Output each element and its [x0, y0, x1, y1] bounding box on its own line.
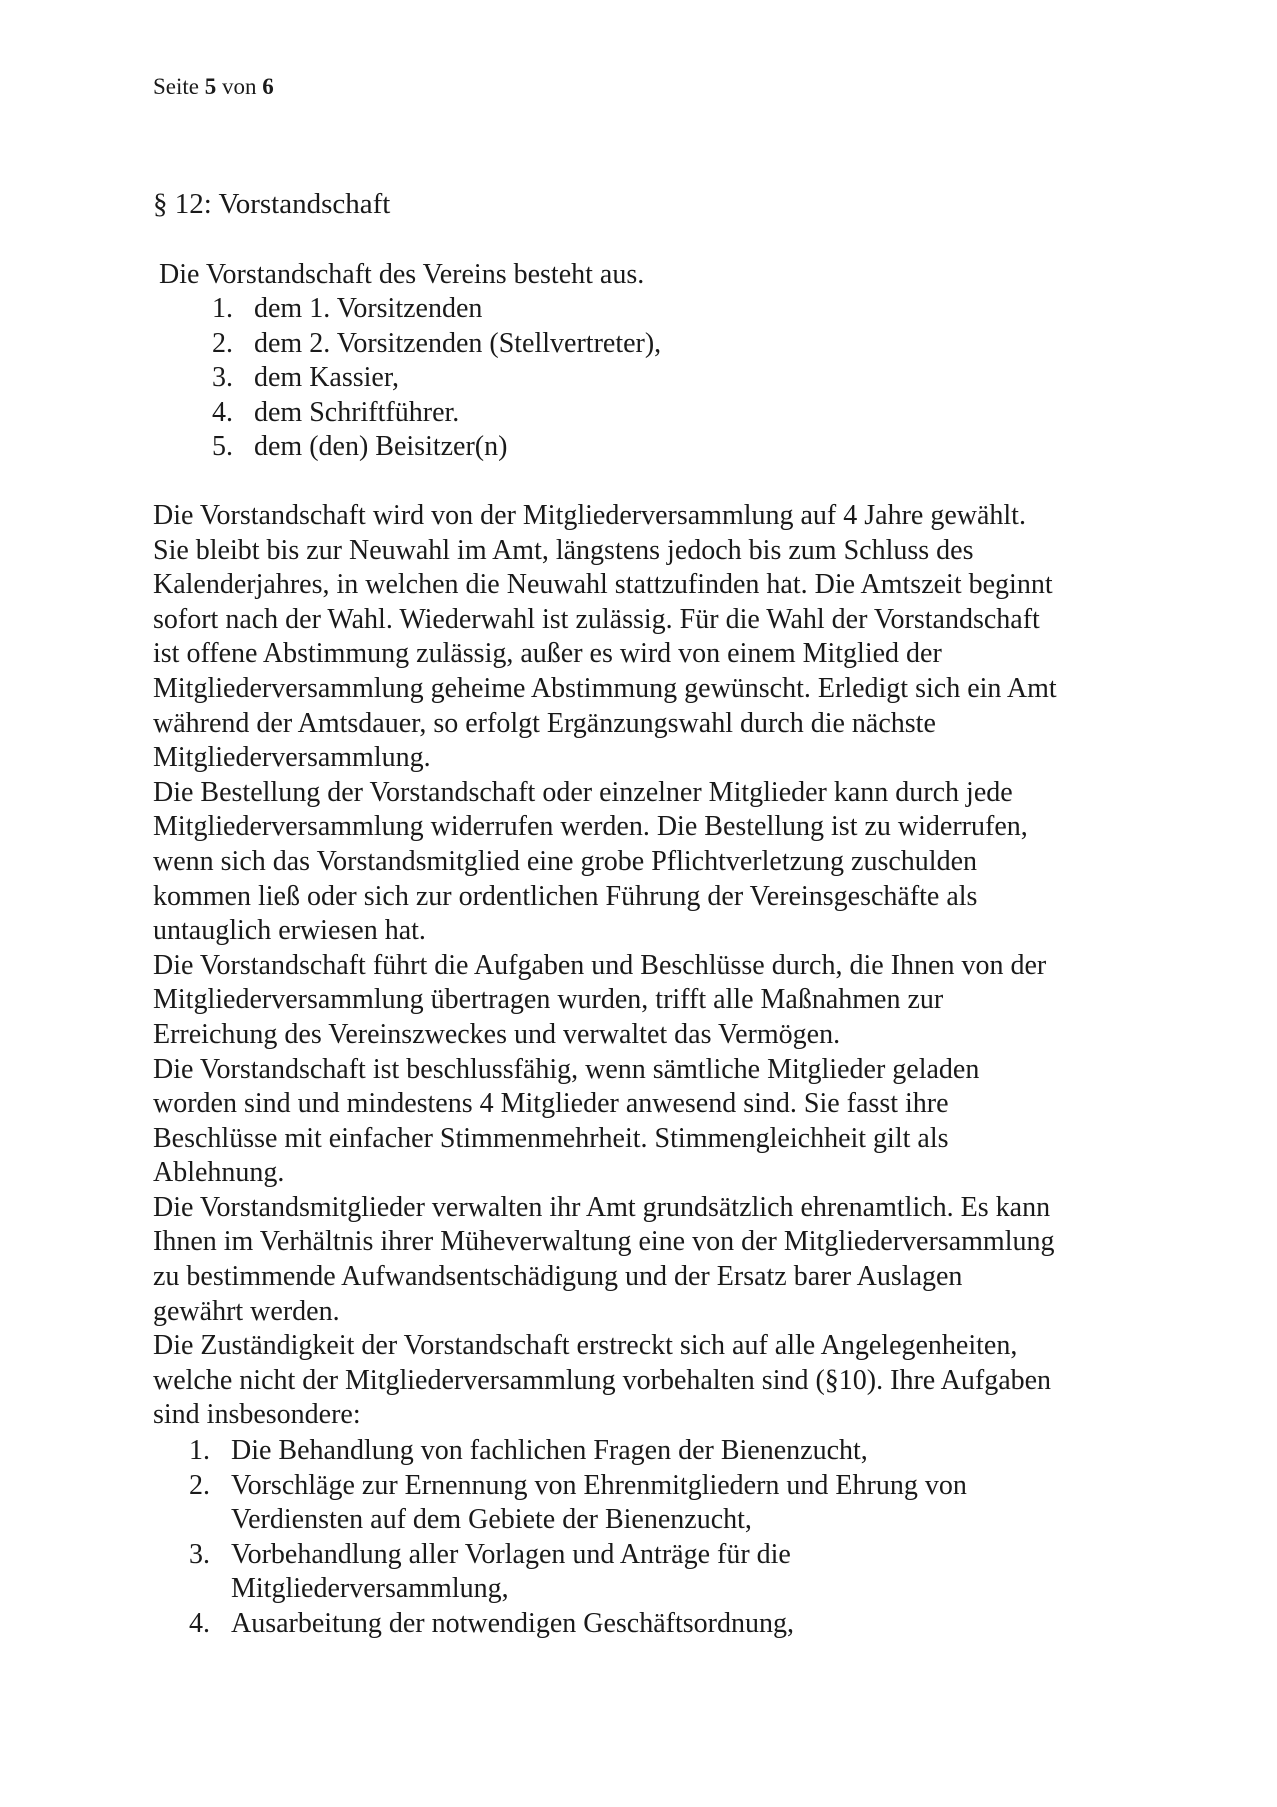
text-line: sofort nach der Wahl. Wiederwahl ist zulässig. Für die Wahl der Vorstandschaft: [153, 603, 1040, 635]
text-line: Sie bleibt bis zur Neuwahl im Amt, längstens jedoch bis zum Schluss des: [153, 534, 974, 566]
text-line: Beschlüsse mit einfacher Stimmenmehrheit. Stimmengleichheit gilt als: [153, 1122, 949, 1154]
page-number-header: [153, 72, 274, 102]
body-text: [153, 499, 1153, 1433]
text-line: Die Vorstandsmitglieder verwalten ihr Amt grundsätzlich ehrenamtlich. Es kann: [153, 1191, 1051, 1223]
text-line: sind insbesondere:: [153, 1399, 361, 1431]
text-line: kommen ließ oder sich zur ordentlichen Führung der Vereinsgeschäfte als: [153, 880, 978, 912]
list-number: 1.: [189, 1435, 210, 1466]
tasks-list: [189, 1434, 967, 1642]
text-line: ist offene Abstimmung zulässig, außer es wird von einem Mitglied der: [153, 638, 942, 670]
list-item-text: dem Kassier,: [254, 362, 400, 394]
list-item: [189, 1434, 967, 1469]
list-item-text: dem (den) Beisitzer(n): [254, 431, 508, 463]
text-line: Die Vorstandschaft führt die Aufgaben und Beschlüsse durch, die Ihnen von der: [153, 949, 1047, 981]
page-label-prefix: Seite: [153, 74, 199, 99]
list-item-text: dem 2. Vorsitzenden (Stellvertreter),: [254, 327, 662, 359]
members-list: [212, 292, 661, 465]
list-number: 2.: [189, 1469, 210, 1501]
text-line: untauglich erwiesen hat.: [153, 915, 426, 947]
list-item: [212, 292, 661, 327]
members-intro: Die Vorstandschaft des Vereins besteht aus.: [159, 259, 645, 290]
list-number: 3.: [212, 362, 233, 394]
list-number: 5.: [212, 431, 233, 463]
list-item-text: Ausarbeitung der notwendigen Geschäftsordnung,: [231, 1607, 794, 1639]
text-line: Ablehnung.: [153, 1157, 285, 1189]
list-item-text: Mitgliederversammlung,: [231, 1573, 509, 1605]
text-line: Mitgliederversammlung widerrufen werden. Die Bestellung ist zu widerrufen,: [153, 811, 1028, 843]
text-line: Die Vorstandschaft wird von der Mitgliederversammlung auf 4 Jahre gewählt.: [153, 500, 1026, 531]
list-item: [212, 361, 661, 396]
list-item-text: Verdiensten auf dem Gebiete der Bienenzucht,: [231, 1504, 752, 1536]
list-item-text: dem Schriftführer.: [254, 396, 460, 428]
page-label-middle: von: [222, 74, 257, 99]
text-line: Die Bestellung der Vorstandschaft oder einzelner Mitglieder kann durch jede: [153, 776, 1013, 808]
text-line: gewährt werden.: [153, 1295, 340, 1327]
list-number: 2.: [212, 327, 233, 359]
text-line: Kalenderjahres, in welchen die Neuwahl stattzufinden hat. Die Amtszeit beginnt: [153, 569, 1053, 601]
list-item: [189, 1469, 967, 1538]
list-item: [212, 327, 661, 362]
list-item-text: dem 1. Vorsitzenden: [254, 293, 483, 324]
list-item: [212, 430, 661, 465]
text-line: Erreichung des Vereinszweckes und verwaltet das Vermögen.: [153, 1018, 841, 1050]
text-line: Mitgliederversammlung.: [153, 742, 431, 774]
list-number: 4.: [212, 396, 233, 428]
list-item-text: Die Behandlung von fachlichen Fragen der Bienenzucht,: [231, 1435, 868, 1466]
text-line: Mitgliederversammlung übertragen wurden, trifft alle Maßnahmen zur: [153, 984, 944, 1016]
text-line: Mitgliederversammlung geheime Abstimmung gewünscht. Erledigt sich ein Amt: [153, 672, 1057, 704]
text-line: wenn sich das Vorstandsmitglied eine grobe Pflichtverletzung zuschulden: [153, 845, 978, 877]
list-number: 1.: [212, 293, 233, 324]
list-number: 4.: [189, 1607, 210, 1639]
current-page-number: 5: [204, 74, 217, 99]
text-line: Die Zuständigkeit der Vorstandschaft erstreckt sich auf alle Angelegenheiten,: [153, 1330, 1018, 1362]
text-line: welche nicht der Mitgliederversammlung vorbehalten sind (§10). Ihre Aufgaben: [153, 1364, 1052, 1396]
text-line: Ihnen im Verhältnis ihrer Müheverwaltung eine von der Mitgliederversammlung: [153, 1226, 1055, 1258]
text-line: während der Amtsdauer, so erfolgt Ergänzungswahl durch die nächste: [153, 707, 936, 739]
list-item: [189, 1538, 967, 1607]
text-line: worden sind und mindestens 4 Mitglieder anwesend sind. Sie fasst ihre: [153, 1088, 949, 1120]
list-number: 3.: [189, 1538, 210, 1570]
text-line: zu bestimmende Aufwandsentschädigung und der Ersatz barer Auslagen: [153, 1261, 963, 1293]
list-item-text: Vorbehandlung aller Vorlagen und Anträge für die: [231, 1538, 791, 1570]
total-page-count: 6: [262, 74, 274, 99]
text-line: Die Vorstandschaft ist beschlussfähig, wenn sämtliche Mitglieder geladen: [153, 1053, 980, 1085]
list-item: [212, 396, 661, 431]
list-item-text: Vorschläge zur Ernennung von Ehrenmitgliedern und Ehrung von: [231, 1469, 967, 1501]
list-item: [189, 1607, 967, 1642]
section-heading: § 12: Vorstandschaft: [153, 188, 391, 220]
